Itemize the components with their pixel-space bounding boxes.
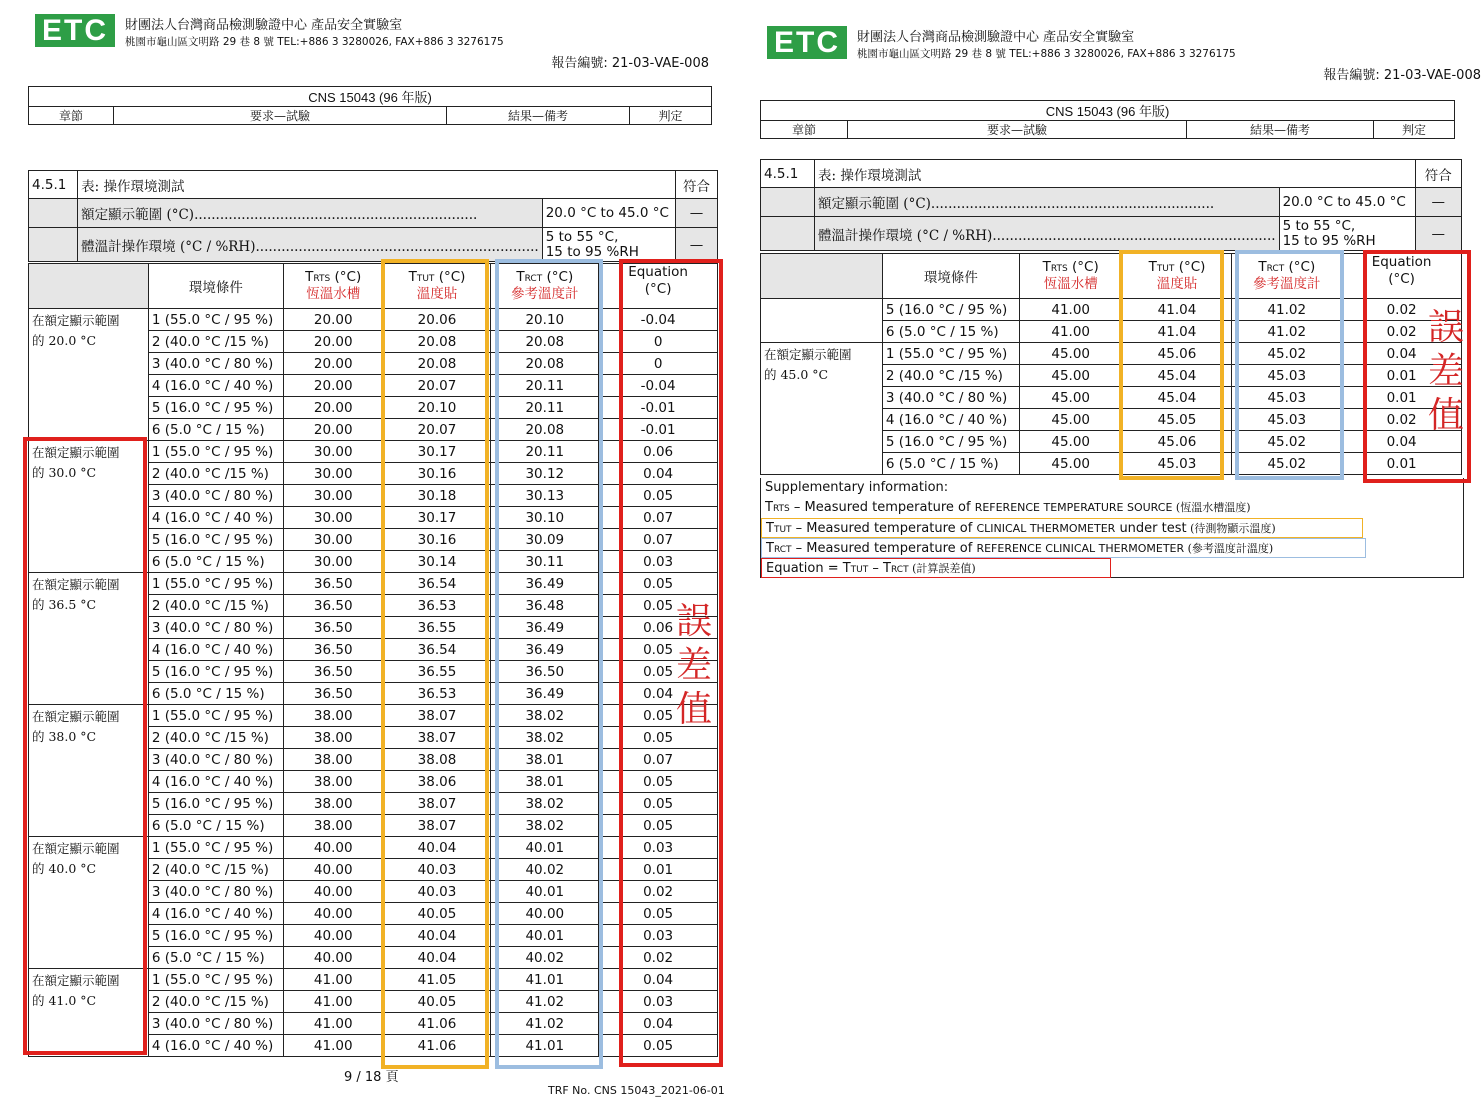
trts-cell: 36.50 [283,595,383,617]
trts-cell: 38.00 [283,749,383,771]
table-row [761,343,1462,365]
header-env: 環境條件 [148,264,283,309]
trct-cell: 20.08 [491,419,599,441]
etc-logo: ETC [35,14,115,47]
trct-cell: 20.08 [491,353,599,375]
env-condition-cell: 3 (40.0 °C / 80 %) [148,881,283,903]
equation-cell: 0.01 [599,859,718,881]
env-condition-cell: 1 (55.0 °C / 95 %) [148,573,283,595]
range-label: 在額定顯示範圍 的 20.0 °C [29,309,149,441]
rated-range-verdict: — [675,199,717,228]
col-requirement: 要求—試驗 [114,107,447,125]
clause-number-right: 4.5.1 [761,160,815,188]
trts-cell: 40.00 [283,881,383,903]
org-address-right: 桃園市龜山區文明路 29 巷 8 號 TEL:+886 3 3280026, FAX+886 3 3276175 [857,48,1236,60]
equation-cell: 0.04 [1342,343,1462,365]
env-condition-cell: 5 (16.0 °C / 95 %) [148,397,283,419]
trts-cell: 30.00 [283,463,383,485]
trct-cell: 41.01 [491,969,599,991]
trts-cell: 20.00 [283,331,383,353]
equation-cell: 0.04 [1342,431,1462,453]
trct-cell: 40.00 [491,903,599,925]
trct-cell: 20.11 [491,397,599,419]
ttut-cell: 40.03 [383,881,491,903]
orange-box-ttut-right [1119,250,1224,480]
range-label: 在額定顯示範圍 的 36.5 °C [29,573,149,705]
operating-env-label-right: 體溫計操作環境 (°C / %RH).................................................................. [815,217,1280,251]
trct-cell: 45.02 [1232,453,1342,475]
env-condition-cell: 2 (40.0 °C /15 %) [148,991,283,1013]
equation-cell: 0.04 [599,969,718,991]
standard-title-right: CNS 15043 (96 年版) [761,101,1455,121]
equation-cell: 0.07 [599,749,718,771]
env-condition-cell: 3 (40.0 °C / 80 %) [148,353,283,375]
env-condition-cell: 1 (55.0 °C / 95 %) [148,969,283,991]
env-condition-cell: 4 (16.0 °C / 40 %) [882,409,1019,431]
trts-cell: 20.00 [283,419,383,441]
note-equation: Equation = TTUT – TRCT (計算誤差值) [761,558,1111,578]
col-requirement-right: 要求—試驗 [848,121,1187,139]
header-trct-right: TRCT (°C) 參考溫度計 [1232,254,1342,299]
ttut-cell: 38.07 [383,705,491,727]
equation-cell: 0.05 [599,639,718,661]
range-label [761,299,883,343]
clause-title: 表: 操作環境測試 [78,171,676,199]
ttut-cell: 41.06 [383,1035,491,1057]
equation-cell: 0.01 [1342,365,1462,387]
trts-cell: 45.00 [1019,365,1122,387]
trct-cell: 38.02 [491,727,599,749]
trts-cell: 36.50 [283,683,383,705]
trts-cell: 20.00 [283,309,383,331]
trts-cell: 20.00 [283,397,383,419]
trts-cell: 40.00 [283,837,383,859]
ttut-cell: 45.04 [1122,387,1232,409]
trts-cell: 30.00 [283,551,383,573]
ttut-cell: 20.08 [383,331,491,353]
env-condition-cell: 2 (40.0 °C /15 %) [882,365,1019,387]
etc-logo-right: ETC [767,26,847,59]
ttut-cell: 20.07 [383,375,491,397]
note-trts: TRTS – Measured temperature of REFERENCE TEMPERATURE SOURCE (恆溫水槽溫度) [765,500,1251,515]
trct-cell: 38.01 [491,749,599,771]
trts-cell: 38.00 [283,771,383,793]
ttut-cell: 40.05 [383,903,491,925]
ttut-cell: 30.16 [383,529,491,551]
range-label: 在額定顯示範圍 的 38.0 °C [29,705,149,837]
clause-verdict-right: 符合 [1415,160,1461,188]
ttut-cell: 20.06 [383,309,491,331]
trct-cell: 45.02 [1232,431,1342,453]
equation-cell: 0.02 [1342,409,1462,431]
env-condition-cell: 1 (55.0 °C / 95 %) [148,837,283,859]
env-condition-cell: 3 (40.0 °C / 80 %) [882,387,1019,409]
trts-cell: 38.00 [283,705,383,727]
env-condition-cell: 5 (16.0 °C / 95 %) [148,925,283,947]
equation-cell: 0.05 [599,771,718,793]
trts-cell: 38.00 [283,793,383,815]
env-condition-cell: 1 (55.0 °C / 95 %) [882,343,1019,365]
env-condition-cell: 6 (5.0 °C / 15 %) [882,453,1019,475]
trts-cell: 41.00 [283,991,383,1013]
operating-env-value: 5 to 55 °C, 15 to 95 %RH [542,228,675,262]
env-condition-cell: 6 (5.0 °C / 15 %) [148,683,283,705]
ttut-cell: 30.17 [383,507,491,529]
header-trts: TRTS (°C) 恆溫水槽 [283,264,383,309]
trct-cell: 41.02 [1232,321,1342,343]
operating-env-value-right: 5 to 55 °C, 15 to 95 %RH [1279,217,1415,251]
table-row [761,299,1462,321]
equation-cell: -0.01 [599,419,718,441]
rated-range-value-right: 20.0 °C to 45.0 °C [1279,188,1415,217]
env-condition-cell: 1 (55.0 °C / 95 %) [148,441,283,463]
report-number: 報告編號: 21-03-VAE-008 [551,56,709,71]
right-data-table [760,253,1462,475]
ttut-cell: 38.06 [383,771,491,793]
env-condition-cell: 2 (40.0 °C /15 %) [148,727,283,749]
org-address: 桃園市龜山區文明路 29 巷 8 號 TEL:+886 3 3280026, FAX+886 3 3276175 [125,36,504,48]
trts-cell: 36.50 [283,639,383,661]
equation-cell: 0.05 [599,595,718,617]
ttut-cell: 40.05 [383,991,491,1013]
env-condition-cell: 4 (16.0 °C / 40 %) [148,375,283,397]
equation-cell: -0.01 [599,397,718,419]
ttut-cell: 38.07 [383,793,491,815]
equation-cell: 0 [599,353,718,375]
equation-cell: 0.05 [599,661,718,683]
trct-cell: 45.03 [1232,387,1342,409]
equation-cell: 0.03 [599,991,718,1013]
trct-cell: 41.02 [491,1013,599,1035]
env-condition-cell: 6 (5.0 °C / 15 %) [148,947,283,969]
ttut-cell: 36.55 [383,617,491,639]
supplementary-info [760,478,1464,578]
env-condition-cell: 4 (16.0 °C / 40 %) [148,1035,283,1057]
rated-range-label-right: 額定顯示範圍 (°C).................................................................. [815,188,1280,217]
trct-cell: 30.12 [491,463,599,485]
equation-cell: 0.01 [1342,453,1462,475]
col-verdict-right: 判定 [1374,121,1455,139]
env-condition-cell: 4 (16.0 °C / 40 %) [148,507,283,529]
env-condition-cell: 2 (40.0 °C /15 %) [148,595,283,617]
env-condition-cell: 5 (16.0 °C / 95 %) [148,529,283,551]
env-condition-cell: 4 (16.0 °C / 40 %) [148,771,283,793]
rated-range-value: 20.0 °C to 45.0 °C [542,199,675,228]
blue-box-trct-right [1235,250,1344,480]
trct-cell: 40.01 [491,837,599,859]
ttut-cell: 45.05 [1122,409,1232,431]
note-trct: TRCT – Measured temperature of REFERENCE CLINICAL THERMOMETER (參考溫度計溫度) [761,538,1366,558]
equation-cell: 0.05 [599,903,718,925]
trct-cell: 41.01 [491,1035,599,1057]
ttut-cell: 40.03 [383,859,491,881]
env-condition-cell: 5 (16.0 °C / 95 %) [882,431,1019,453]
range-label: 在額定顯示範圍 的 41.0 °C [29,969,149,1057]
trts-cell: 41.00 [283,969,383,991]
trct-cell: 45.03 [1232,409,1342,431]
header-trct: TRCT (°C) 參考溫度計 [491,264,599,309]
ttut-cell: 30.18 [383,485,491,507]
trct-cell: 36.49 [491,573,599,595]
ttut-cell: 41.05 [383,969,491,991]
env-condition-cell: 1 (55.0 °C / 95 %) [148,705,283,727]
trct-cell: 30.11 [491,551,599,573]
trct-cell: 38.01 [491,771,599,793]
trts-cell: 40.00 [283,859,383,881]
ttut-cell: 36.55 [383,661,491,683]
trct-cell: 41.02 [491,991,599,1013]
equation-cell: 0.07 [599,507,718,529]
ttut-cell: 20.10 [383,397,491,419]
trct-cell: 40.01 [491,925,599,947]
env-condition-cell: 3 (40.0 °C / 80 %) [148,617,283,639]
page-number: 9 / 18 頁 [344,1070,399,1085]
ttut-cell: 36.54 [383,573,491,595]
trts-cell: 45.00 [1019,343,1122,365]
env-condition-cell: 4 (16.0 °C / 40 %) [148,639,283,661]
env-condition-cell: 2 (40.0 °C /15 %) [148,463,283,485]
ttut-cell: 41.06 [383,1013,491,1035]
trts-cell: 41.00 [283,1013,383,1035]
trct-cell: 45.03 [1232,365,1342,387]
rated-range-label: 額定顯示範圍 (°C).................................................................. [78,199,543,228]
ttut-cell: 38.07 [383,815,491,837]
env-condition-cell: 6 (5.0 °C / 15 %) [148,419,283,441]
header-ttut: TTUT (°C) 溫度貼 [383,264,491,309]
trf-number: TRF No. CNS 15043_2021-06-01 [548,1084,725,1097]
ttut-cell: 36.53 [383,595,491,617]
ttut-cell: 30.16 [383,463,491,485]
ttut-cell: 20.08 [383,353,491,375]
equation-cell: 0.05 [599,727,718,749]
equation-cell: -0.04 [599,309,718,331]
note-ttut: TTUT – Measured temperature of CLINICAL THERMOMETER under test (待測物顯示溫度) [761,518,1363,538]
header-ttut-right: TTUT (°C) 溫度貼 [1122,254,1232,299]
trct-cell: 36.49 [491,617,599,639]
col-result: 結果—備考 [447,107,630,125]
ttut-cell: 41.04 [1122,299,1232,321]
env-condition-cell: 6 (5.0 °C / 15 %) [148,815,283,837]
annotation-error-value-left: 誤 差 值 [675,601,712,730]
trts-cell: 40.00 [283,925,383,947]
equation-cell: 0.05 [599,705,718,727]
trts-cell: 38.00 [283,727,383,749]
range-label: 在額定顯示範圍 的 45.0 °C [761,343,883,475]
equation-cell: 0.05 [599,1035,718,1057]
trts-cell: 20.00 [283,375,383,397]
env-condition-cell: 5 (16.0 °C / 95 %) [148,661,283,683]
clause-title-right: 表: 操作環境測試 [815,160,1416,188]
trts-cell: 41.00 [283,1035,383,1057]
env-condition-cell: 2 (40.0 °C /15 %) [148,331,283,353]
equation-cell: -0.04 [599,375,718,397]
ttut-cell: 41.04 [1122,321,1232,343]
col-result-right: 結果—備考 [1187,121,1374,139]
trct-cell: 20.10 [491,309,599,331]
equation-cell: 0.01 [1342,387,1462,409]
right-header [767,12,1481,83]
report-number-right: 報告編號: 21-03-VAE-008 [1323,68,1481,83]
equation-cell: 0.02 [599,881,718,903]
ttut-cell: 40.04 [383,837,491,859]
equation-cell: 0.05 [599,793,718,815]
equation-cell: 0.03 [599,925,718,947]
trct-cell: 36.49 [491,639,599,661]
right-clause-table [760,159,1462,251]
trct-cell: 41.02 [1232,299,1342,321]
trts-cell: 45.00 [1019,431,1122,453]
trct-cell: 20.08 [491,331,599,353]
trct-cell: 40.02 [491,947,599,969]
org-name-right: 財團法人台灣商品檢測驗證中心 產品安全實驗室 [857,30,1135,45]
trts-cell: 45.00 [1019,453,1122,475]
trct-cell: 40.02 [491,859,599,881]
trts-cell: 40.00 [283,903,383,925]
trts-cell: 30.00 [283,485,383,507]
trts-cell: 41.00 [1019,299,1122,321]
trts-cell: 45.00 [1019,409,1122,431]
equation-cell: 0.04 [599,1013,718,1035]
trts-cell: 20.00 [283,353,383,375]
trts-cell: 40.00 [283,947,383,969]
env-condition-cell: 6 (5.0 °C / 15 %) [148,551,283,573]
ttut-cell: 45.06 [1122,343,1232,365]
operating-env-label: 體溫計操作環境 (°C / %RH).................................................................. [78,228,543,262]
equation-cell: 0.03 [599,837,718,859]
trts-cell: 41.00 [1019,321,1122,343]
trts-cell: 36.50 [283,661,383,683]
trct-cell: 38.02 [491,815,599,837]
right-data-body [761,299,1462,475]
equation-cell: 0 [599,331,718,353]
ttut-cell: 36.54 [383,639,491,661]
ttut-cell: 40.04 [383,947,491,969]
trct-cell: 38.02 [491,793,599,815]
env-condition-cell: 6 (5.0 °C / 15 %) [882,321,1019,343]
ttut-cell: 45.04 [1122,365,1232,387]
standard-header-table-right [760,100,1455,139]
col-verdict: 判定 [630,107,712,125]
env-condition-cell: 1 (55.0 °C / 95 %) [148,309,283,331]
trts-cell: 38.00 [283,815,383,837]
env-condition-cell: 4 (16.0 °C / 40 %) [148,903,283,925]
clause-number: 4.5.1 [29,171,78,199]
trts-cell: 30.00 [283,529,383,551]
annotation-error-value-right: 誤 差 值 [1427,307,1464,436]
trct-cell: 36.50 [491,661,599,683]
trct-cell: 30.09 [491,529,599,551]
clause-verdict: 符合 [675,171,717,199]
trct-cell: 30.10 [491,507,599,529]
equation-cell: 0.02 [1342,321,1462,343]
header-equation: Equation (°C) [599,264,718,309]
ttut-cell: 40.04 [383,925,491,947]
trct-cell: 30.13 [491,485,599,507]
header-env-right: 環境條件 [882,254,1019,299]
ttut-cell: 45.06 [1122,431,1232,453]
standard-title: CNS 15043 (96 年版) [29,87,712,107]
trts-cell: 30.00 [283,507,383,529]
equation-cell: 0.06 [599,617,718,639]
trct-cell: 20.11 [491,375,599,397]
equation-cell: 0.05 [599,573,718,595]
env-condition-cell: 5 (16.0 °C / 95 %) [882,299,1019,321]
trct-cell: 36.48 [491,595,599,617]
operating-env-verdict: — [675,228,717,262]
equation-cell: 0.02 [1342,299,1462,321]
ttut-cell: 38.07 [383,727,491,749]
col-chapter: 章節 [29,107,114,125]
col-chapter-right: 章節 [761,121,848,139]
equation-cell: 0.02 [599,947,718,969]
trct-cell: 45.02 [1232,343,1342,365]
ttut-cell: 45.03 [1122,453,1232,475]
operating-env-verdict-right: — [1415,217,1461,251]
env-condition-cell: 3 (40.0 °C / 80 %) [148,749,283,771]
equation-cell: 0.05 [599,485,718,507]
trts-cell: 30.00 [283,441,383,463]
header-trts-right: TRTS (°C) 恆溫水槽 [1019,254,1122,299]
ttut-cell: 36.53 [383,683,491,705]
ttut-cell: 20.07 [383,419,491,441]
trct-cell: 38.02 [491,705,599,727]
equation-cell: 0.04 [599,683,718,705]
ttut-cell: 38.08 [383,749,491,771]
env-condition-cell: 2 (40.0 °C /15 %) [148,859,283,881]
equation-cell: 0.06 [599,441,718,463]
equation-cell: 0.05 [599,815,718,837]
ttut-cell: 30.17 [383,441,491,463]
env-condition-cell: 5 (16.0 °C / 95 %) [148,793,283,815]
header-equation-right: Equation (°C) [1342,254,1462,299]
equation-cell: 0.07 [599,529,718,551]
range-label: 在額定顯示範圍 的 30.0 °C [29,441,149,573]
trts-cell: 36.50 [283,617,383,639]
trts-cell: 45.00 [1019,387,1122,409]
env-condition-cell: 3 (40.0 °C / 80 %) [148,1013,283,1035]
range-label: 在額定顯示範圍 的 40.0 °C [29,837,149,969]
trct-cell: 36.49 [491,683,599,705]
env-condition-cell: 3 (40.0 °C / 80 %) [148,485,283,507]
trct-cell: 40.01 [491,881,599,903]
supplementary-title: Supplementary information: [765,480,949,495]
org-name: 財團法人台灣商品檢測驗證中心 產品安全實驗室 [125,18,403,33]
trct-cell: 20.11 [491,441,599,463]
equation-cell: 0.03 [599,551,718,573]
equation-cell: 0.04 [599,463,718,485]
rated-range-verdict-right: — [1415,188,1461,217]
ttut-cell: 30.14 [383,551,491,573]
trts-cell: 36.50 [283,573,383,595]
